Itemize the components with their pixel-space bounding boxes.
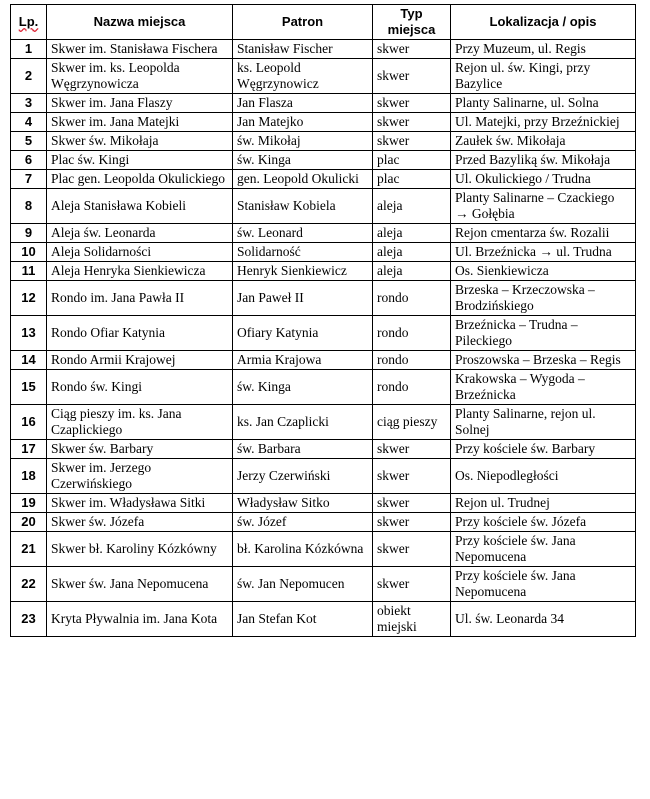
cell-name: Skwer im. Jana Flaszy: [47, 94, 233, 113]
cell-patron: św. Leonard: [233, 224, 373, 243]
cell-location: Os. Sienkiewicza: [451, 262, 636, 281]
cell-type: skwer: [373, 40, 451, 59]
cell-patron: Stanisław Fischer: [233, 40, 373, 59]
cell-lp: 12: [11, 281, 47, 316]
cell-location: Przy Muzeum, ul. Regis: [451, 40, 636, 59]
cell-patron: gen. Leopold Okulicki: [233, 170, 373, 189]
cell-lp: 19: [11, 494, 47, 513]
cell-lp: 17: [11, 440, 47, 459]
cell-name: Skwer św. Mikołaja: [47, 132, 233, 151]
document-page: [10, 4, 636, 637]
table-row: [11, 189, 636, 224]
cell-lp: 8: [11, 189, 47, 224]
cell-lp: 2: [11, 59, 47, 94]
cell-patron: Solidarność: [233, 243, 373, 262]
cell-patron: św. Józef: [233, 513, 373, 532]
cell-type: skwer: [373, 94, 451, 113]
cell-location: Ul. Okulickiego / Trudna: [451, 170, 636, 189]
cell-name: Plac gen. Leopolda Okulickiego: [47, 170, 233, 189]
cell-location: Rejon cmentarza św. Rozalii: [451, 224, 636, 243]
table-row: [11, 151, 636, 170]
cell-lp: 21: [11, 532, 47, 567]
cell-type: skwer: [373, 494, 451, 513]
cell-patron: św. Kinga: [233, 370, 373, 405]
cell-patron: św. Kinga: [233, 151, 373, 170]
cell-lp: 13: [11, 316, 47, 351]
cell-name: Aleja Stanisława Kobieli: [47, 189, 233, 224]
table-row: [11, 224, 636, 243]
table-row: [11, 532, 636, 567]
cell-lp: 10: [11, 243, 47, 262]
table-row: [11, 281, 636, 316]
cell-type: obiekt miejski: [373, 602, 451, 637]
table-row: [11, 59, 636, 94]
table-row: [11, 567, 636, 602]
cell-name: Kryta Pływalnia im. Jana Kota: [47, 602, 233, 637]
cell-name: Rondo Armii Krajowej: [47, 351, 233, 370]
cell-location: Planty Salinarne, rejon ul. Solnej: [451, 405, 636, 440]
header-patron: Patron: [233, 5, 373, 40]
table-header-row: [11, 5, 636, 40]
cell-patron: św. Barbara: [233, 440, 373, 459]
cell-name: Plac św. Kingi: [47, 151, 233, 170]
cell-location: Przed Bazyliką św. Mikołaja: [451, 151, 636, 170]
cell-patron: Henryk Sienkiewicz: [233, 262, 373, 281]
cell-patron: ks. Jan Czaplicki: [233, 405, 373, 440]
cell-name: Rondo im. Jana Pawła II: [47, 281, 233, 316]
cell-type: aleja: [373, 243, 451, 262]
cell-name: Skwer bł. Karoliny Kózkówny: [47, 532, 233, 567]
cell-lp: 16: [11, 405, 47, 440]
cell-location: Przy kościele św. Jana Nepomucena: [451, 567, 636, 602]
cell-type: skwer: [373, 113, 451, 132]
table-row: [11, 440, 636, 459]
table-body: [11, 40, 636, 637]
table-row: [11, 94, 636, 113]
cell-patron: Stanisław Kobiela: [233, 189, 373, 224]
table-row: [11, 113, 636, 132]
cell-name: Ciąg pieszy im. ks. Jana Czaplickiego: [47, 405, 233, 440]
table-row: [11, 494, 636, 513]
cell-name: Skwer im. Stanisława Fischera: [47, 40, 233, 59]
cell-type: skwer: [373, 132, 451, 151]
cell-name: Skwer św. Jana Nepomucena: [47, 567, 233, 602]
cell-type: aleja: [373, 224, 451, 243]
cell-type: rondo: [373, 281, 451, 316]
cell-patron: Ofiary Katynia: [233, 316, 373, 351]
cell-name: Rondo św. Kingi: [47, 370, 233, 405]
cell-name: Skwer im. ks. Leopolda Węgrzynowicza: [47, 59, 233, 94]
cell-patron: św. Mikołaj: [233, 132, 373, 151]
cell-patron: Jan Paweł II: [233, 281, 373, 316]
cell-lp: 3: [11, 94, 47, 113]
cell-lp: 18: [11, 459, 47, 494]
cell-location: Krakowska – Wygoda – Brzeźnicka: [451, 370, 636, 405]
cell-type: skwer: [373, 459, 451, 494]
cell-name: Rondo Ofiar Katynia: [47, 316, 233, 351]
table-row: [11, 243, 636, 262]
cell-name: Aleja św. Leonarda: [47, 224, 233, 243]
cell-location: Zaułek św. Mikołaja: [451, 132, 636, 151]
cell-location: Ul. Matejki, przy Brzeźnickiej: [451, 113, 636, 132]
cell-location: Przy kościele św. Józefa: [451, 513, 636, 532]
cell-location: Przy kościele św. Barbary: [451, 440, 636, 459]
table-row: [11, 170, 636, 189]
cell-type: skwer: [373, 532, 451, 567]
cell-lp: 15: [11, 370, 47, 405]
cell-lp: 5: [11, 132, 47, 151]
cell-patron: Jan Flasza: [233, 94, 373, 113]
cell-type: skwer: [373, 59, 451, 94]
cell-name: Aleja Solidarności: [47, 243, 233, 262]
cell-patron: Jerzy Czerwiński: [233, 459, 373, 494]
cell-type: aleja: [373, 189, 451, 224]
cell-name: Aleja Henryka Sienkiewicza: [47, 262, 233, 281]
cell-patron: Władysław Sitko: [233, 494, 373, 513]
cell-patron: Jan Stefan Kot: [233, 602, 373, 637]
table-row: [11, 513, 636, 532]
cell-lp: 23: [11, 602, 47, 637]
cell-location: Ul. Brzeźnicka → ul. Trudna: [451, 243, 636, 262]
cell-lp: 11: [11, 262, 47, 281]
cell-type: skwer: [373, 440, 451, 459]
cell-type: ciąg pieszy: [373, 405, 451, 440]
cell-location: Brzeźnicka – Trudna – Pileckiego: [451, 316, 636, 351]
cell-location: Ul. św. Leonarda 34: [451, 602, 636, 637]
table-row: [11, 459, 636, 494]
cell-name: Skwer im. Władysława Sitki: [47, 494, 233, 513]
header-type: Typ miejsca: [373, 5, 451, 40]
cell-type: rondo: [373, 370, 451, 405]
cell-patron: św. Jan Nepomucen: [233, 567, 373, 602]
cell-patron: Armia Krajowa: [233, 351, 373, 370]
header-location: Lokalizacja / opis: [451, 5, 636, 40]
table-row: [11, 262, 636, 281]
table-row: [11, 132, 636, 151]
cell-patron: ks. Leopold Węgrzynowicz: [233, 59, 373, 94]
table-row: [11, 602, 636, 637]
cell-lp: 22: [11, 567, 47, 602]
cell-location: Proszowska – Brzeska – Regis: [451, 351, 636, 370]
cell-location: Rejon ul. Trudnej: [451, 494, 636, 513]
places-table: [10, 4, 636, 637]
cell-type: aleja: [373, 262, 451, 281]
cell-lp: 14: [11, 351, 47, 370]
cell-location: Przy kościele św. Jana Nepomucena: [451, 532, 636, 567]
table-row: [11, 370, 636, 405]
cell-name: Skwer św. Barbary: [47, 440, 233, 459]
cell-type: plac: [373, 151, 451, 170]
cell-lp: 6: [11, 151, 47, 170]
cell-location: Planty Salinarne – Czackiego → Gołębia: [451, 189, 636, 224]
cell-type: skwer: [373, 513, 451, 532]
table-row: [11, 351, 636, 370]
cell-type: plac: [373, 170, 451, 189]
header-lp: Lp.: [11, 5, 47, 40]
cell-type: skwer: [373, 567, 451, 602]
cell-location: Planty Salinarne, ul. Solna: [451, 94, 636, 113]
header-name: Nazwa miejsca: [47, 5, 233, 40]
cell-name: Skwer św. Józefa: [47, 513, 233, 532]
cell-location: Os. Niepodległości: [451, 459, 636, 494]
cell-location: Brzeska – Krzeczowska – Brodzińskiego: [451, 281, 636, 316]
cell-type: rondo: [373, 351, 451, 370]
cell-type: rondo: [373, 316, 451, 351]
cell-patron: Jan Matejko: [233, 113, 373, 132]
table-row: [11, 405, 636, 440]
cell-name: Skwer im. Jerzego Czerwińskiego: [47, 459, 233, 494]
table-row: [11, 316, 636, 351]
cell-name: Skwer im. Jana Matejki: [47, 113, 233, 132]
cell-location: Rejon ul. św. Kingi, przy Bazylice: [451, 59, 636, 94]
cell-lp: 4: [11, 113, 47, 132]
table-row: [11, 40, 636, 59]
cell-lp: 20: [11, 513, 47, 532]
cell-lp: 1: [11, 40, 47, 59]
cell-patron: bł. Karolina Kózkówna: [233, 532, 373, 567]
cell-lp: 7: [11, 170, 47, 189]
cell-lp: 9: [11, 224, 47, 243]
